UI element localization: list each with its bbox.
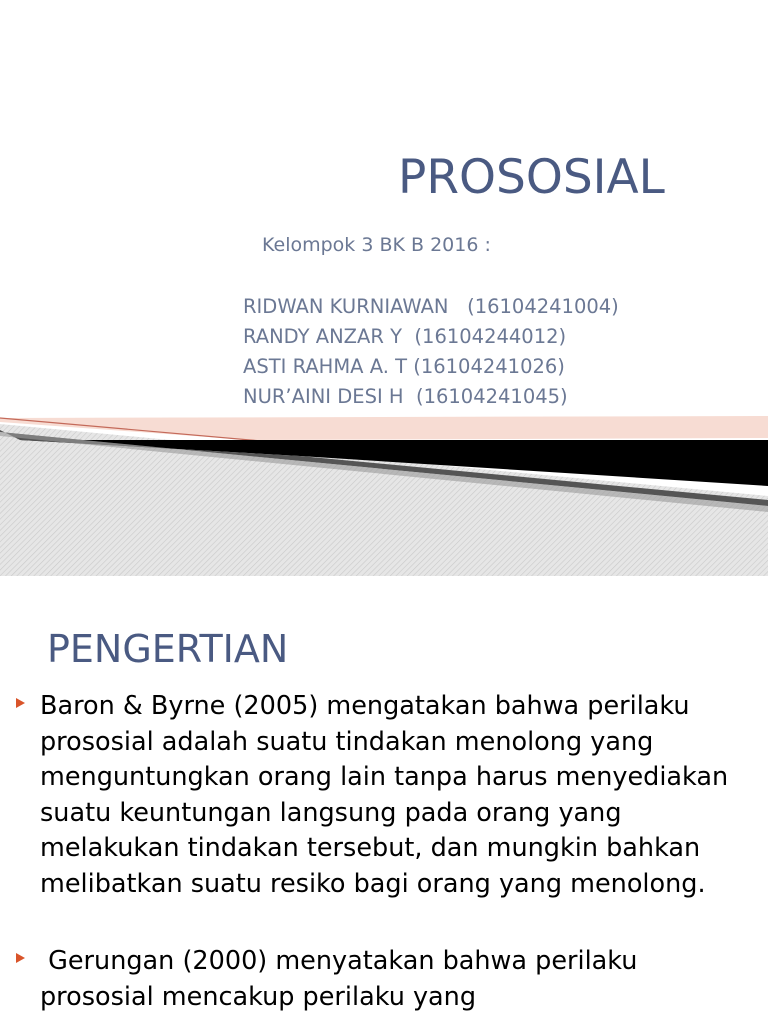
decorative-stripes xyxy=(0,400,768,576)
slide-title: PROSOSIAL xyxy=(398,150,665,205)
bullet-item xyxy=(14,689,759,903)
bullet-text: Baron & Byrne (2005) mengatakan bahwa perilaku prososial adalah suatu tindakan menolong yang menguntungkan orang lain tanpa harus menyediakan suatu keuntungan langsung pada orang yang melakukan tindakan tersebut, dan mungkin bahkan melibatkan suatu resiko bagi orang yang menolong. xyxy=(40,691,729,899)
member-item: RIDWAN KURNIAWAN (16104241004) xyxy=(243,295,619,318)
triangle-right-icon xyxy=(16,953,25,963)
member-item: NUR’AINI DESI H (16104241045) xyxy=(243,385,568,408)
member-item: ASTI RAHMA A. T (16104241026) xyxy=(243,355,565,378)
triangle-right-icon xyxy=(16,698,25,708)
slide-subtitle: Kelompok 3 BK B 2016 : xyxy=(262,234,491,256)
member-list xyxy=(243,292,619,412)
section-heading: PENGERTIAN xyxy=(47,627,289,671)
content-slide xyxy=(0,576,768,1024)
member-item: RANDY ANZAR Y (16104244012) xyxy=(243,325,567,348)
bullet-item xyxy=(14,944,759,1015)
bullet-text: Gerungan (2000) menyatakan bahwa perilaku prososial mencakup perilaku yang xyxy=(40,946,646,1012)
